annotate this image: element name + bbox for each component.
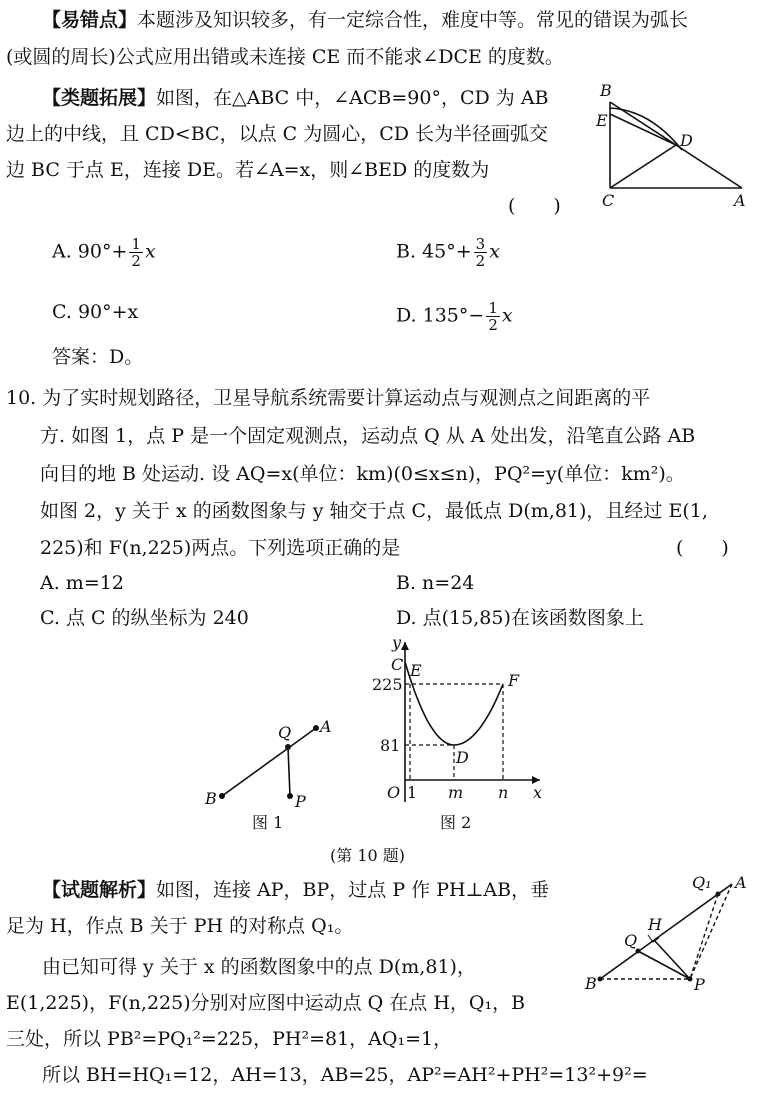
ext-paragraph-line1: [42, 86, 549, 110]
q10-option-a: A. m=12: [40, 572, 124, 594]
q10-line2: 方. 如图 1，点 P 是一个固定观测点，运动点 Q 从 A 处出发，沿笔直公路 AB: [40, 425, 696, 447]
fig3-label-A: A: [735, 873, 747, 892]
q10-line5: 225)和 F(n,225)两点。下列选项正确的是: [40, 537, 401, 559]
ext-paragraph-line2: 边上的中线，且 CD<BC，以点 C 为圆心，CD 长为半径画弧交: [6, 123, 549, 145]
ext-answer-bracket: ( ): [508, 195, 561, 217]
fig2-origin-label: O: [387, 783, 401, 802]
figure-2: [370, 632, 550, 837]
q10-line1: 10. 为了实时规划路径，卫星导航系统需要计算运动点与观测点之间距离的平: [6, 387, 651, 409]
fig1-label-A: A: [320, 717, 332, 736]
q10-line4: 如图 2，y 关于 x 的函数图象与 y 轴交于点 C，最低点 D(m,81)，且经过 E(1,: [40, 500, 708, 522]
fig3-label-P: P: [694, 975, 705, 994]
q10-option-c: C. 点 C 的纵坐标为 240: [40, 607, 249, 629]
analysis-line5: 三处，所以 PB²=PQ₁²=225，PH²=81，AQ₁=1，: [6, 1028, 453, 1050]
figure-1: [200, 717, 340, 840]
fig3-label-Q: Q: [624, 931, 638, 950]
ext-option-d: D. 135°− $\frac{1}{2}$ x: [396, 299, 513, 334]
fig3-label-H: H: [648, 915, 662, 934]
fig1-caption: 图 1: [252, 813, 284, 832]
analysis-line1: 【试题解析】如图，连接 AP，BP，过点 P 作 PH⊥AB，垂: [42, 879, 550, 901]
q10-bracket: ( ): [676, 537, 729, 559]
q10-line3: 向目的地 B 处运动. 设 AQ=x(单位：km)(0≤x≤n)，PQ²=y(单位：km²)。: [40, 463, 685, 485]
analysis-line3: 由已知可得 y 关于 x 的函数图象中的点 D(m,81)，: [42, 956, 476, 978]
ext-text-1: 如图，在△ABC 中，∠ACB=90°，CD 为 AB: [156, 87, 549, 109]
fig2-label-F: F: [508, 671, 520, 690]
ext-option-b: B. 45°+ $\frac{3}{2}$ x: [396, 235, 500, 270]
fig2-tick-81: 81: [380, 736, 401, 755]
label-C: C: [602, 191, 615, 210]
fig3-label-Q1: Q₁: [692, 873, 712, 892]
ext-option-a: A. 90°+ $\frac{1}{2}$ x: [52, 235, 156, 270]
error-paragraph-line1: [42, 8, 688, 32]
analysis-figure: [580, 872, 760, 1002]
analysis-line4: E(1,225)，F(n,225)分别对应图中运动点 Q 在点 H，Q₁，B: [6, 992, 526, 1014]
fig1-label-P: P: [295, 792, 306, 811]
ext-answer: 答案：D。: [52, 346, 144, 368]
fig1-label-B: B: [205, 789, 217, 808]
label-A: A: [734, 191, 746, 210]
label-B: B: [600, 81, 612, 100]
fig2-tick-1: 1: [407, 783, 418, 802]
label-D: D: [680, 131, 693, 150]
error-tag: 【易错点】: [42, 9, 138, 31]
ext-paragraph-line3: 边 BC 于点 E，连接 DE。若∠A=x，则∠BED 的度数为: [6, 159, 490, 181]
fig2-label-E: E: [410, 661, 422, 680]
fig2-label-D: D: [456, 748, 469, 767]
fig1-label-Q: Q: [278, 723, 292, 742]
error-text-1: 本题涉及知识较多，有一定综合性，难度中等。常见的错误为弧长: [137, 9, 689, 31]
label-E: E: [596, 111, 608, 130]
ext-tag: 【类题拓展】: [42, 87, 157, 109]
ext-triangle-figure: [590, 80, 760, 215]
fig2-label-C: C: [391, 655, 404, 674]
analysis-tag: 【试题解析】: [42, 879, 157, 901]
ext-option-c: C. 90°+x: [52, 301, 139, 323]
fig2-x-axis-label: x: [533, 783, 543, 802]
fig2-tick-m: m: [448, 783, 464, 802]
q10-option-d: D. 点(15,85)在该函数图象上: [396, 607, 644, 629]
analysis-line2: 足为 H，作点 B 关于 PH 的对称点 Q₁。: [6, 915, 354, 937]
fig2-tick-225: 225: [372, 675, 403, 694]
fig2-caption: 图 2: [440, 813, 472, 832]
fig2-y-axis-label: y: [392, 633, 402, 652]
q10-option-b: B. n=24: [396, 572, 475, 594]
fig3-label-B: B: [585, 974, 597, 993]
fig2-tick-n: n: [498, 783, 509, 802]
analysis-line6: 所以 BH=HQ₁=12，AH=13，AB=25，AP²=AH²+PH²=13²+9²=: [42, 1064, 648, 1086]
q10-figure-caption: (第 10 题): [330, 846, 406, 865]
error-paragraph-line2: (或圆的周长)公式应用出错或未连接 CE 而不能求∠DCE 的度数。: [6, 46, 564, 68]
